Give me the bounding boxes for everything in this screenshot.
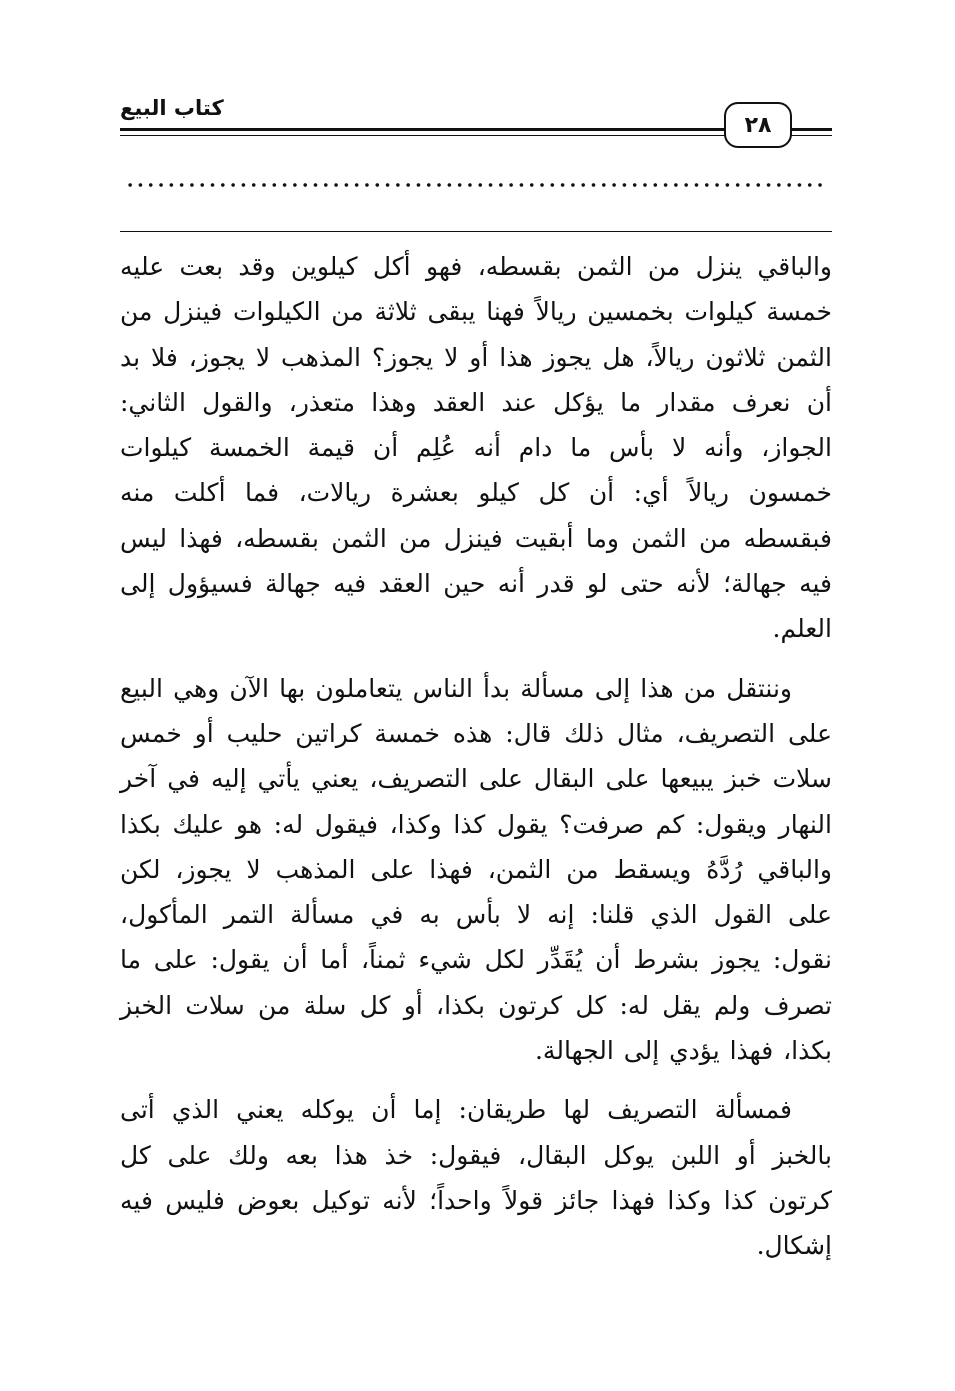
paragraph: وننتقل من هذا إلى مسألة بدأ الناس يتعاملون بها الآن وهي البيع على التصريف، مثال ذلك قال: هذه خمسة كراتين حليب أو خمس سلات خبز يبيعها على البقال على التصريف، يعني يأتي إليه في آخر النهار ويقول: كم صرفت؟ يقول كذا وكذا، فيقول له: هو عليك بكذا والباقي رُدَّهُ ويسقط من الثمن، فهذا على المذهب لا يجوز، لكن على القول الذي قلنا: إنه لا بأس به في مسألة التمر المأكول، نقول: يجوز بشرط أن يُقَدِّر لكل شيء ثمناً، أما أن يقول: على ما تصرف ولم يقل له: كل كرتون بكذا، أو كل سلة من سلات الخبز بكذا، فهذا يؤدي إلى الجهالة. (120, 673, 832, 1066)
page-number: ٢٨ (724, 102, 792, 148)
paragraph: والباقي ينزل من الثمن بقسطه، فهو أكل كيلوين وقد بعت عليه خمسة كيلوات بخمسين ريالاً فهنا يبقى ثلاثة من الكيلوات فينزل من الثمن ثلاثون ريالاً، هل يجوز هذا أو لا يجوز؟ المذهب لا يجوز، فلا بد أن نعرف مقدار ما يؤكل عند العقد وهذا متعذر، والقول الثاني: الجواز، وأنه لا بأس ما دام أنه عُلِم أن قيمة الخمسة كيلوات خمسون ريالاً أي: أن كل كيلو بعشرة ريالات، فما أكلت منه فبقسطه من الثمن وما أبقيت فينزل من الثمن بقسطه، فهذا ليس فيه جهالة؛ لأنه حتى لو قدر أنه حين العقد فيه جهالة فسيؤول إلى العلم. (120, 252, 832, 644)
page-header (120, 88, 832, 158)
dotted-separator (125, 178, 825, 192)
page-body (120, 244, 832, 1269)
separator-rule (120, 231, 832, 232)
book-title: كتاب البيع (120, 96, 224, 120)
paragraph: فمسألة التصريف لها طريقان: إما أن يوكله يعني الذي أتى بالخبز أو اللبن يوكل البقال، فيقول: خذ هذا بعه ولك على كل كرتون كذا وكذا فهذا جائز قولاً واحداً؛ لأنه توكيل بعوض فليس فيه إشكال. (120, 1095, 832, 1261)
